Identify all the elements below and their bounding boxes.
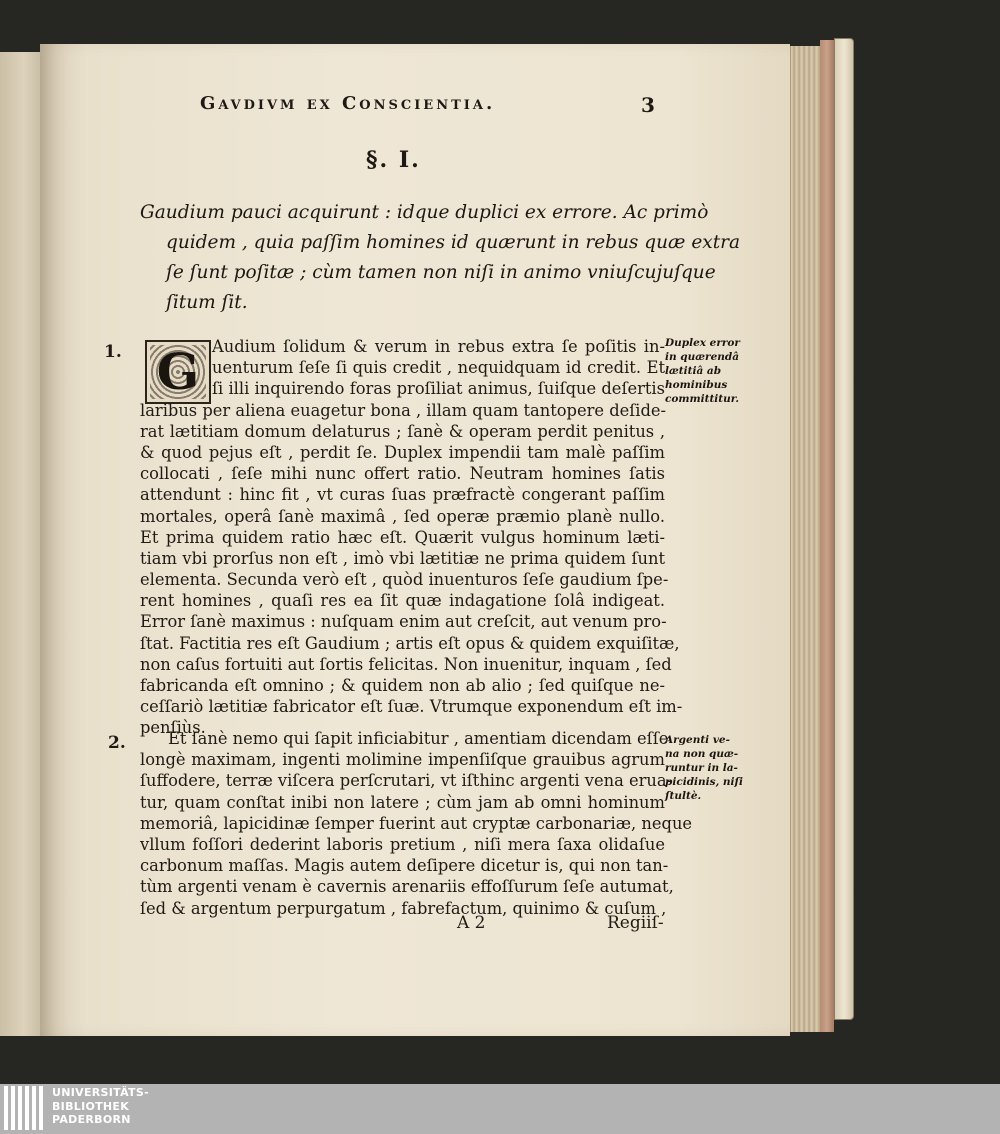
text-line: mortales, operâ ſanè maximâ , ſed operæ præmio planè nullo. (140, 506, 665, 526)
text-line: Error ſanè maximus : nuſquam enim aut creſcit, aut venum pro- (140, 612, 667, 632)
marginal-note (665, 733, 745, 803)
marginal-note-line: lætitiâ ab (665, 365, 722, 377)
marginal-note-line: Argenti ve- (665, 734, 730, 746)
text-line: attendunt : hinc fit , vt curas ſuas præfractè congerant paſſim (140, 485, 665, 505)
text-line: non caſus fortuiti aut ſortis felicitas. Non inuenitur, inquam , ſed (140, 654, 672, 674)
paragraph-number: 2. (108, 733, 126, 753)
marginal-note-line: Duplex error (665, 337, 740, 349)
text-line: collocati , ſeſe mihi nunc offert ratio. Neutram homines ſatis (140, 464, 665, 484)
text-line: carbonum maſſas. Magis autem deſipere dicetur is, qui non tan- (140, 856, 669, 876)
text-line: elementa. Secunda verò eſt , quòd inuenturos ſeſe gaudium ſpe- (140, 570, 669, 590)
library-logo-text (52, 1086, 252, 1127)
text-line: uenturum ſeſe ſi quis credit , nequidquam id credit. Et (212, 358, 665, 378)
marginal-note-line: picidinis, niſi (665, 776, 744, 788)
marginal-note-line: hominibus (665, 379, 728, 391)
marginal-note-line: committitur. (665, 393, 740, 405)
paragraph-number: 1. (104, 342, 122, 362)
logo-line: UNIVERSITÄTS- (52, 1086, 149, 1099)
marginal-note (665, 336, 745, 406)
text-line: rent homines , quaſi res ea ſit quæ indagatione ſolâ indigeat. (140, 591, 665, 611)
text-line: Et ſanè nemo qui ſapit inficiabitur , amentiam dicendam eſſe (168, 729, 669, 748)
library-logo-icon (4, 1086, 44, 1130)
page-stack-edge (790, 46, 821, 1032)
section-summary (140, 198, 741, 318)
running-head: Gavdivm ex Conscientia. (200, 93, 496, 114)
text-line: Et prima quidem ratio hæc eſt. Quærit vulgus hominum læti- (140, 527, 665, 547)
text-line: memoriâ, lapicidinæ ſemper fuerint aut cryptæ carbonariæ, neque (140, 813, 693, 833)
summary-line: ſe ſunt poſitæ ; cùm tamen non niſi in animo vniuſcujuſque (166, 262, 716, 283)
text-line: ſed & argentum perpurgatum , fabrefactum, quinimo & cuſum , (140, 898, 667, 918)
text-line: tùm argenti venam è cavernis arenariis effoſſurum ſeſe autumat, (140, 877, 674, 897)
logo-line: BIBLIOTHEK (52, 1099, 130, 1113)
marginal-note-line: runtur in la- (665, 762, 738, 774)
signature-mark: A 2 (457, 913, 486, 933)
text-line: fabricanda eſt omnino ; & quidem non ab alio ; ſed quiſque ne- (140, 676, 665, 695)
section-heading: §. I. (366, 147, 421, 173)
text-line: ceſſariò lætitiæ fabricator eſt ſuæ. Vtrumque exponendum eſt im- (140, 697, 683, 717)
text-line: ſuffodere, terræ viſcera perſcrutari, vt iſthinc argenti vena erua- (140, 771, 673, 791)
text-line: & quod pejus eſt , perdit ſe. Duplex impendii tam malè paſſim (140, 442, 665, 462)
marginal-note-line: ſtultè. (665, 790, 702, 802)
text-line: laribus per aliena euagetur bona , illam quam tantopere deſide- (140, 400, 667, 420)
book-cover-edge (834, 38, 854, 1020)
initial-letter: G (156, 342, 200, 401)
text-line: Audium ſolidum & verum in rebus extra ſe poſitis in- (212, 337, 665, 356)
summary-line: Gaudium pauci acquirunt : idque duplici ex errore. Ac primò (140, 202, 709, 223)
text-line: ſi illi inquirendo foras proſiliat animus, ſuiſque deſertis (212, 379, 665, 399)
text-line: vllum foſſori dederint laboris pretium , niſi mera ſaxa olidaſue (140, 834, 665, 854)
text-line: longè maximam, ingenti molimine impenſiſque grauibus agrum (140, 750, 665, 770)
logo-line: PADERBORN (52, 1113, 131, 1126)
text-line: tiam vbi prorſus non eſt , imò vbi lætitiæ ne prima quidem ſunt (140, 548, 665, 568)
catchword: Regiiſ- (607, 913, 664, 933)
text-line: rat lætitiam domum delaturus ; ſanè & operam perdit penitus , (140, 421, 665, 441)
text-line: penſiùs. (140, 718, 206, 738)
text-line: ſtat. Factitia res eſt Gaudium ; artis eſt opus & quidem exquiſitæ, (140, 633, 680, 653)
page-number: 3 (641, 93, 655, 117)
marginal-note-line: in quærendâ (665, 351, 740, 363)
paragraph-1 (140, 336, 683, 739)
red-edge (820, 40, 834, 1032)
summary-line: ſitum ſit. (166, 292, 248, 313)
summary-line: quidem , quia paſſim homines id quærunt in rebus quæ extra (166, 232, 741, 253)
marginal-note-line: na non quæ- (665, 748, 739, 760)
text-line: tur, quam conſtat inibi non latere ; cùm jam ab omni hominum (140, 792, 665, 812)
left-page-edge (0, 52, 41, 1036)
